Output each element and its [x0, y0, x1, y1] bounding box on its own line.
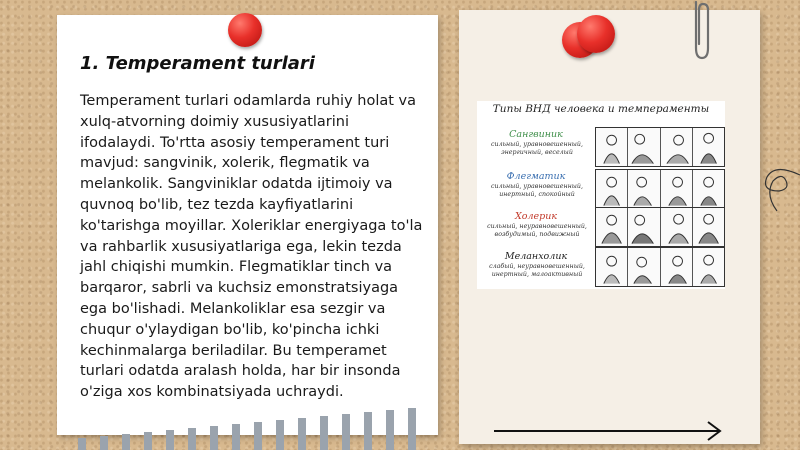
row-name: Сангвиник — [509, 129, 563, 140]
cartoon-panel — [596, 208, 628, 246]
cartoon-panel — [628, 248, 660, 286]
cartoon-panel — [596, 248, 628, 286]
cartoon-panel — [693, 128, 724, 166]
figure-row-choleric — [477, 205, 725, 247]
paperclip-icon — [690, 0, 712, 62]
cartoon-panel — [693, 170, 724, 208]
note-title: 1. Temperament turlari — [80, 53, 315, 74]
cartoon-panel — [661, 248, 693, 286]
figure-row-sanguine — [477, 125, 725, 167]
cartoon-panel — [628, 128, 660, 166]
cartoon-strip — [595, 169, 725, 209]
figure-row-phlegmatic — [477, 167, 725, 209]
cartoon-strip — [595, 127, 725, 167]
cartoon-panel — [661, 170, 693, 208]
cartoon-panel — [596, 170, 628, 208]
cartoon-panel — [693, 248, 724, 286]
row-name: Меланхолик — [504, 251, 568, 262]
temperament-figure — [477, 101, 725, 289]
left-push-pin — [228, 13, 262, 47]
row-name: Холерик — [514, 211, 558, 222]
figure-row-melancholic — [477, 245, 725, 287]
row-desc: сильный, неуравновешенный, возбудимый, подвижный — [487, 223, 587, 238]
cartoon-strip — [595, 207, 725, 247]
cartoon-panel — [661, 208, 693, 246]
cartoon-panel — [628, 208, 660, 246]
right-push-pin-front — [577, 15, 615, 53]
note-body: Temperament turlari odamlarda ruhiy holat va xulq-atvorning doimiy xususiyatlarini ifodalaydi. To'rtta asosiy temperament turi mavjud: sangvinik, xolerik, flegmatik va melankolik. Sangviniklar odatda ijtimoiy va quvnoq bo'lib, tez tezda kayfiyatlarini ko'tarishga moyillar. Xoleriklar energiyaga to'la va rahbarlik xususiyatlariga ega, lekin tezda jahl chiqishi mumkin. Flegmatiklar tinch va barqaror, sabrli va kuchsiz emonstratsiyaga ega bo'lishadi. Melankoliklar esa sezgir va chuqur o'ylaydigan bo'lib, ko'pincha ichki kechinmalarga beriladilar. Bu temperamet turlari odatda aralash holda, har bir insonda o'ziga xos kombinatsiyada uchraydi. — [80, 93, 423, 401]
cartoon-panel — [661, 128, 693, 166]
swirl-decoration — [755, 155, 800, 215]
figure-title: Типы ВНД человека и темпераменты — [492, 103, 710, 115]
cartoon-panel — [693, 208, 724, 246]
cartoon-panel — [628, 170, 660, 208]
row-desc: сильный, уравновешенный, энергичный, веселый — [491, 141, 583, 156]
row-name: Флегматик — [506, 171, 566, 182]
right-arrow-icon — [494, 420, 724, 442]
cartoon-strip — [595, 247, 725, 287]
row-desc: слабый, неуравновешенный, инертный, малоактивный — [489, 263, 585, 278]
cartoon-panel — [596, 128, 628, 166]
row-desc: сильный, уравновешенный, инертный, спокойный — [491, 183, 583, 198]
